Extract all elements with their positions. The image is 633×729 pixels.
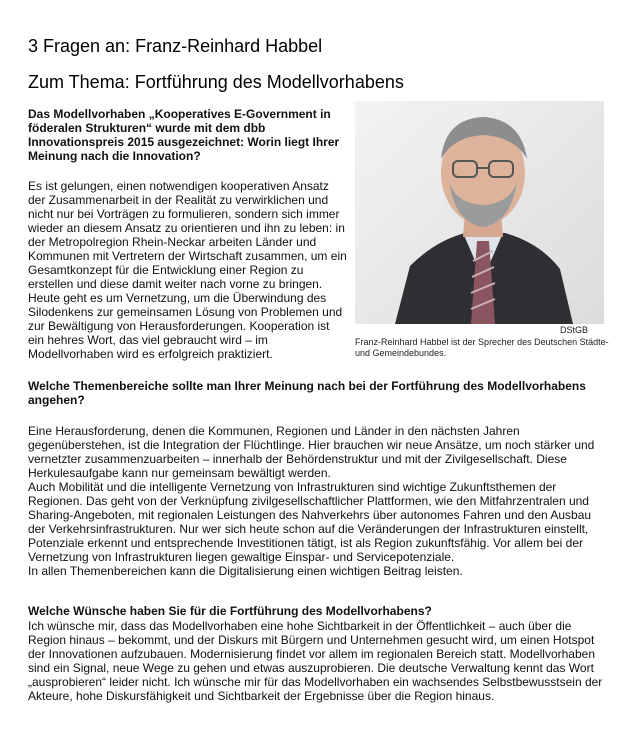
page-title: 3 Fragen an: Franz-Reinhard Habbel (28, 36, 323, 56)
photo-caption: Franz-Reinhard Habbel ist der Sprecher des Deutschen Städte- und Gemeindebundes. (355, 337, 609, 358)
photo-credit: DStGB (560, 325, 589, 335)
question-3: Welche Wünsche haben Sie für die Fortführung des Modellvorhabens? (28, 604, 432, 618)
answer-2 (28, 424, 608, 578)
page-subtitle: Zum Thema: Fortführung des Modellvorhabens (28, 72, 404, 92)
portrait-illustration (355, 101, 604, 324)
answer-2-paragraph: Eine Herausforderung, denen die Kommunen, Regionen und Länder in den nächsten Jahren gegenüberstehen, ist die Integration der Flüchtlinge. Hier brauchen wir neue Ansätze, um noch stärker und vernetzter zusammenzuarbeiten – innerhalb der Behördenstruktur und mit der Zivilgesellschaft. Diese Herkulesaufgabe kann nur gemeinsam bewältigt werden. (28, 424, 595, 480)
question-2: Welche Themenbereiche sollte man Ihrer Meinung nach bei der Fortführung des Modellvorhabens angehen? (28, 379, 586, 407)
answer-1: Es ist gelungen, einen notwendigen kooperativen Ansatz der Zusammenarbeit in der Realität zu verwirklichen und nicht nur bei Vorträgen zu formulieren, sondern sich immer wieder an diesem Ansatz zu orientieren und ihn zu leben: in der Metropolregion Rhein-Neckar arbeiten Länder und Kommunen mit Vertretern der Wirtschaft zusammen, um ein Gesamtkonzept für die Entwicklung einer Region zu erstellen und diese damit weiter nach vorne zu bringen. Heute geht es um Vernetzung, um die Überwindung des Silodenkens zur gemeinsamen Lösung von Problemen und zur Bewältigung von Herausforderungen. Kooperation ist ein hehres Wort, das viel gebraucht wird – im Modellvorhaben wird es erfolgreich praktiziert. (28, 179, 347, 361)
answer-3: Ich wünsche mir, dass das Modellvorhaben eine hohe Sichtbarkeit in der Öffentlichkeit – auch über die Region hinaus – bekommt, und der Diskurs mit Bürgern und Unternehmen gesucht wird, um einen Hotspot der Innovationen aufzubauen. Modernisierung findet vor allem im regionalen Bereich statt. Modellvorhaben sind ein Signal, neue Wege zu gehen und etwas auszuprobieren. Die deutsche Verwaltung kennt das Wort „ausprobieren“ leider nicht. Ich wünsche mir für das Modellvorhaben ein wachsendes Selbstbewusstsein der Akteure, hohe Diskursfähigkeit und Sichtbarkeit der Ergebnisse über die Region hinaus. (28, 619, 603, 703)
answer-2-paragraph: Auch Mobilität und die intelligente Vernetzung von Infrastrukturen sind wichtige Zukunftsthemen der Regionen. Das geht von der Verknüpfung zivilgesellschaftlicher Plattformen, wie den Mitfahrzentralen und Sharing-Angeboten, mit regionalen Leistungen des Nahverkehrs über autonomes Fahren und den Ausbau der Verkehrsinfrastrukturen. Nur wer sich heute schon auf die Veränderungen der Infrastrukturen einstellt, Potenziale erkennt und entsprechende Investitionen tätigt, ist als Region zukunftsfähig. Vor allem bei der Vernetzung von Infrastrukturen liegen gewaltige Einspar- und Servicepotenziale. (28, 480, 592, 564)
question-1: Das Modellvorhaben „Kooperatives E-Government in föderalen Strukturen“ wurde mit dem dbb Innovationspreis 2015 ausgezeichnet: Worin liegt Ihrer Meinung nach die Innovation? (28, 107, 340, 163)
portrait-photo (355, 101, 604, 324)
answer-2-paragraph: In allen Themenbereichen kann die Digitalisierung einen wichtigen Beitrag leisten. (28, 564, 463, 578)
